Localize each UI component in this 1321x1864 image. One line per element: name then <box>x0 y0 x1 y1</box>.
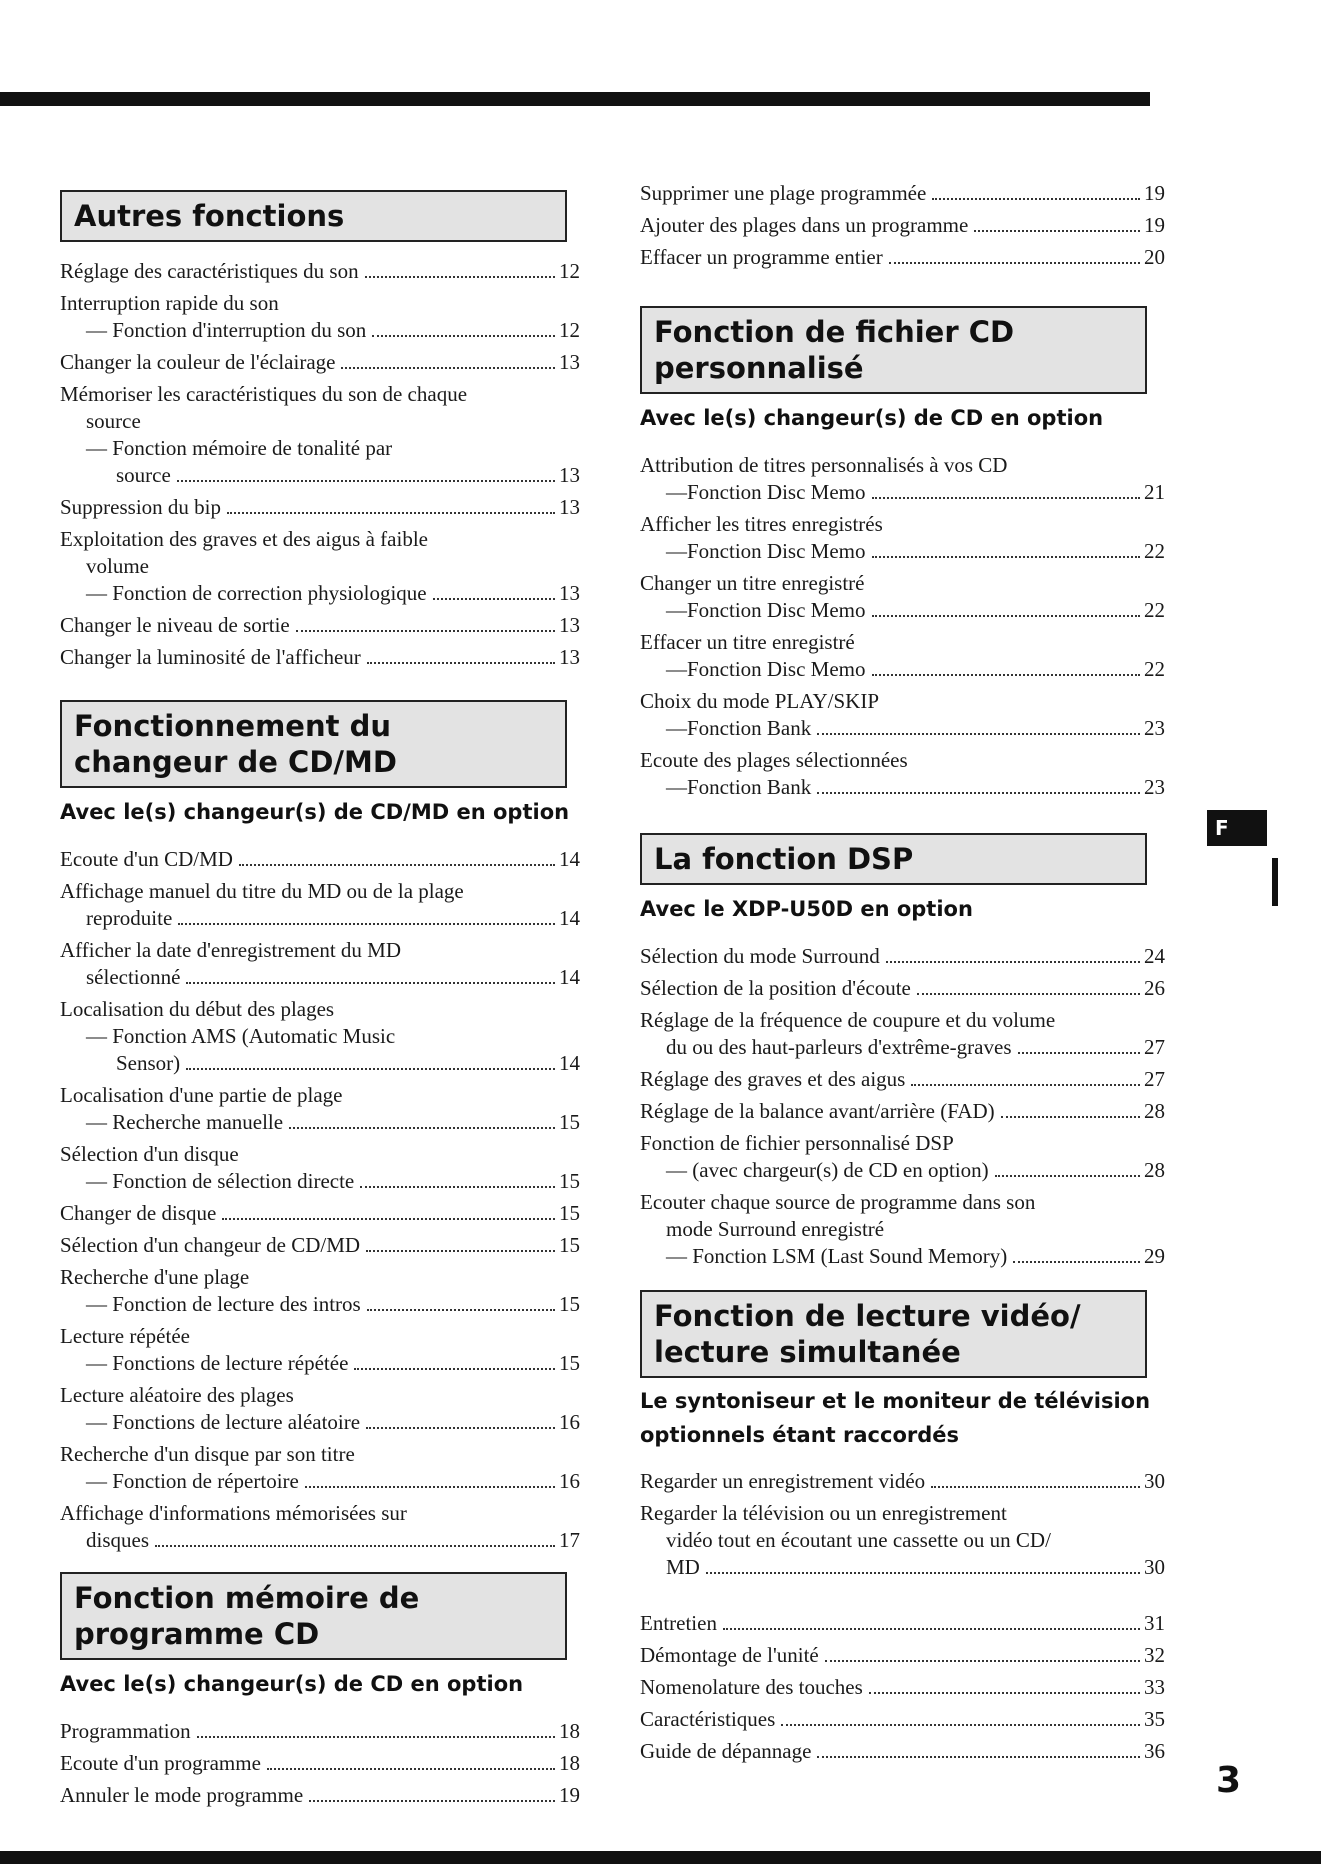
toc-entry[interactable]: Réglage de la balance avant/arrière (FAD) 28 <box>640 1099 1165 1123</box>
toc-entry[interactable]: Affichage manuel du titre du MD ou de la plage reproduite 14 <box>60 879 580 930</box>
toc-entry[interactable]: Changer un titre enregistré —Fonction Disc Memo 22 <box>640 571 1165 622</box>
section-heading: Fonction mémoire de programme CD <box>60 1572 567 1660</box>
toc-entry[interactable]: Caractéristiques 35 <box>640 1707 1165 1731</box>
toc-entry[interactable]: Fonction de fichier personnalisé DSP — (avec chargeur(s) de CD en option) 28 <box>640 1131 1165 1182</box>
section-autres-fonctions <box>60 190 580 676</box>
toc-entry[interactable]: Ecoute d'un programme 18 <box>60 1751 580 1775</box>
section-subheading: Avec le XDP-U50D en option <box>640 897 973 921</box>
toc-entry[interactable]: Programmation 18 <box>60 1719 580 1743</box>
toc-entry[interactable]: Regarder la télévision ou un enregistrement vidéo tout en écoutant une cassette ou un CD/ MD 30 <box>640 1501 1165 1579</box>
toc-entry[interactable]: Changer la couleur de l'éclairage 13 <box>60 350 580 374</box>
section-subheading: Avec le(s) changeur(s) de CD en option <box>60 1672 524 1696</box>
toc-list <box>60 258 580 671</box>
toc-entry[interactable]: Ecoute des plages sélectionnées —Fonction Bank 23 <box>640 748 1165 799</box>
top-rule <box>0 92 1150 106</box>
toc-entry[interactable]: Afficher la date d'enregistrement du MD sélectionné 14 <box>60 938 580 989</box>
toc-list <box>640 1610 1165 1765</box>
section-changeur-cd-md <box>60 700 580 1559</box>
toc-entry[interactable]: Changer le niveau de sortie 13 <box>60 613 580 637</box>
section-lecture-video <box>640 1290 1165 1586</box>
toc-entry[interactable]: Supprimer une plage programmée 19 <box>640 181 1165 205</box>
toc-list <box>640 180 1165 271</box>
section-memoire-programme-cd <box>60 1572 580 1814</box>
toc-entry[interactable]: Ajouter des plages dans un programme 19 <box>640 213 1165 237</box>
toc-entry[interactable]: Affichage d'informations mémorisées sur disques 17 <box>60 1501 580 1552</box>
toc-list <box>640 1468 1165 1581</box>
section-subheading: Le syntoniseur et le moniteur de télévision optionnels étant raccordés <box>640 1389 1151 1447</box>
toc-entry[interactable]: Sélection de la position d'écoute 26 <box>640 976 1165 1000</box>
toc-entry[interactable]: Lecture répétée — Fonctions de lecture répétée 15 <box>60 1324 580 1375</box>
toc-entry[interactable]: Ecoute d'un CD/MD 14 <box>60 847 580 871</box>
toc-entry[interactable]: Mémoriser les caractéristiques du son de chaque source — Fonction mémoire de tonalité par source 13 <box>60 382 580 487</box>
toc-entry[interactable]: Changer de disque 15 <box>60 1201 580 1225</box>
toc-entry[interactable]: Sélection d'un changeur de CD/MD 15 <box>60 1233 580 1257</box>
toc-entry[interactable]: Annuler le mode programme 19 <box>60 1783 580 1807</box>
section-heading: La fonction DSP <box>640 833 1147 885</box>
toc-entry[interactable]: Sélection du mode Surround 24 <box>640 944 1165 968</box>
toc-entry[interactable]: Suppression du bip 13 <box>60 495 580 519</box>
tab-marker <box>1272 858 1278 906</box>
section-annexes <box>640 1610 1165 1770</box>
toc-list <box>60 846 580 1554</box>
toc-entry[interactable]: Regarder un enregistrement vidéo 30 <box>640 1469 1165 1493</box>
toc-entry[interactable]: Démontage de l'unité 32 <box>640 1643 1165 1667</box>
toc-entry[interactable]: Guide de dépannage 36 <box>640 1739 1165 1763</box>
section-heading: Autres fonctions <box>60 190 567 242</box>
toc-entry[interactable]: Réglage des graves et des aigus 27 <box>640 1067 1165 1091</box>
bottom-rule <box>0 1851 1321 1864</box>
toc-entry[interactable]: Recherche d'une plage — Fonction de lecture des intros 15 <box>60 1265 580 1316</box>
toc-entry[interactable]: Exploitation des graves et des aigus à faible volume — Fonction de correction physiologique 13 <box>60 527 580 605</box>
toc-entry[interactable]: Interruption rapide du son — Fonction d'interruption du son 12 <box>60 291 580 342</box>
toc-list <box>60 1718 580 1809</box>
toc-entry[interactable]: Recherche d'un disque par son titre — Fonction de répertoire 16 <box>60 1442 580 1493</box>
toc-entry[interactable]: Sélection d'un disque — Fonction de sélection directe 15 <box>60 1142 580 1193</box>
toc-entry[interactable]: Entretien 31 <box>640 1611 1165 1635</box>
toc-entry[interactable]: Effacer un titre enregistré —Fonction Disc Memo 22 <box>640 630 1165 681</box>
page-number: 3 <box>1216 1760 1242 1801</box>
section-heading: Fonctionnement du changeur de CD/MD <box>60 700 567 788</box>
toc-entry[interactable]: Choix du mode PLAY/SKIP —Fonction Bank 23 <box>640 689 1165 740</box>
section-subheading: Avec le(s) changeur(s) de CD/MD en option <box>60 800 570 824</box>
toc-entry[interactable]: Changer la luminosité de l'afficheur 13 <box>60 645 580 669</box>
section-programme-suite <box>640 180 1165 276</box>
toc-list <box>640 452 1165 801</box>
section-heading: Fonction de lecture vidéo/ lecture simultanée <box>640 1290 1147 1378</box>
toc-entry[interactable]: Lecture aléatoire des plages — Fonctions de lecture aléatoire 16 <box>60 1383 580 1434</box>
toc-entry[interactable]: Localisation d'une partie de plage — Recherche manuelle 15 <box>60 1083 580 1134</box>
toc-entry[interactable]: Afficher les titres enregistrés —Fonction Disc Memo 22 <box>640 512 1165 563</box>
section-fichier-cd-personnalise <box>640 306 1165 806</box>
toc-entry[interactable]: Réglage des caractéristiques du son 12 <box>60 259 580 283</box>
section-heading: Fonction de fichier CD personnalisé <box>640 306 1147 394</box>
language-tab: F <box>1207 810 1267 846</box>
toc-entry[interactable]: Localisation du début des plages — Fonction AMS (Automatic Music Sensor) 14 <box>60 997 580 1075</box>
toc-entry[interactable]: Effacer un programme entier 20 <box>640 245 1165 269</box>
toc-entry[interactable]: Réglage de la fréquence de coupure et du volume du ou des haut-parleurs d'extrême-graves 27 <box>640 1008 1165 1059</box>
section-fonction-dsp <box>640 833 1165 1275</box>
section-subheading: Avec le(s) changeur(s) de CD en option <box>640 406 1104 430</box>
toc-entry[interactable]: Ecouter chaque source de programme dans son mode Surround enregistré — Fonction LSM (Last Sound Memory) 29 <box>640 1190 1165 1268</box>
toc-entry[interactable]: Nomenolature des touches 33 <box>640 1675 1165 1699</box>
toc-entry[interactable]: Attribution de titres personnalisés à vos CD —Fonction Disc Memo 21 <box>640 453 1165 504</box>
toc-list <box>640 943 1165 1270</box>
